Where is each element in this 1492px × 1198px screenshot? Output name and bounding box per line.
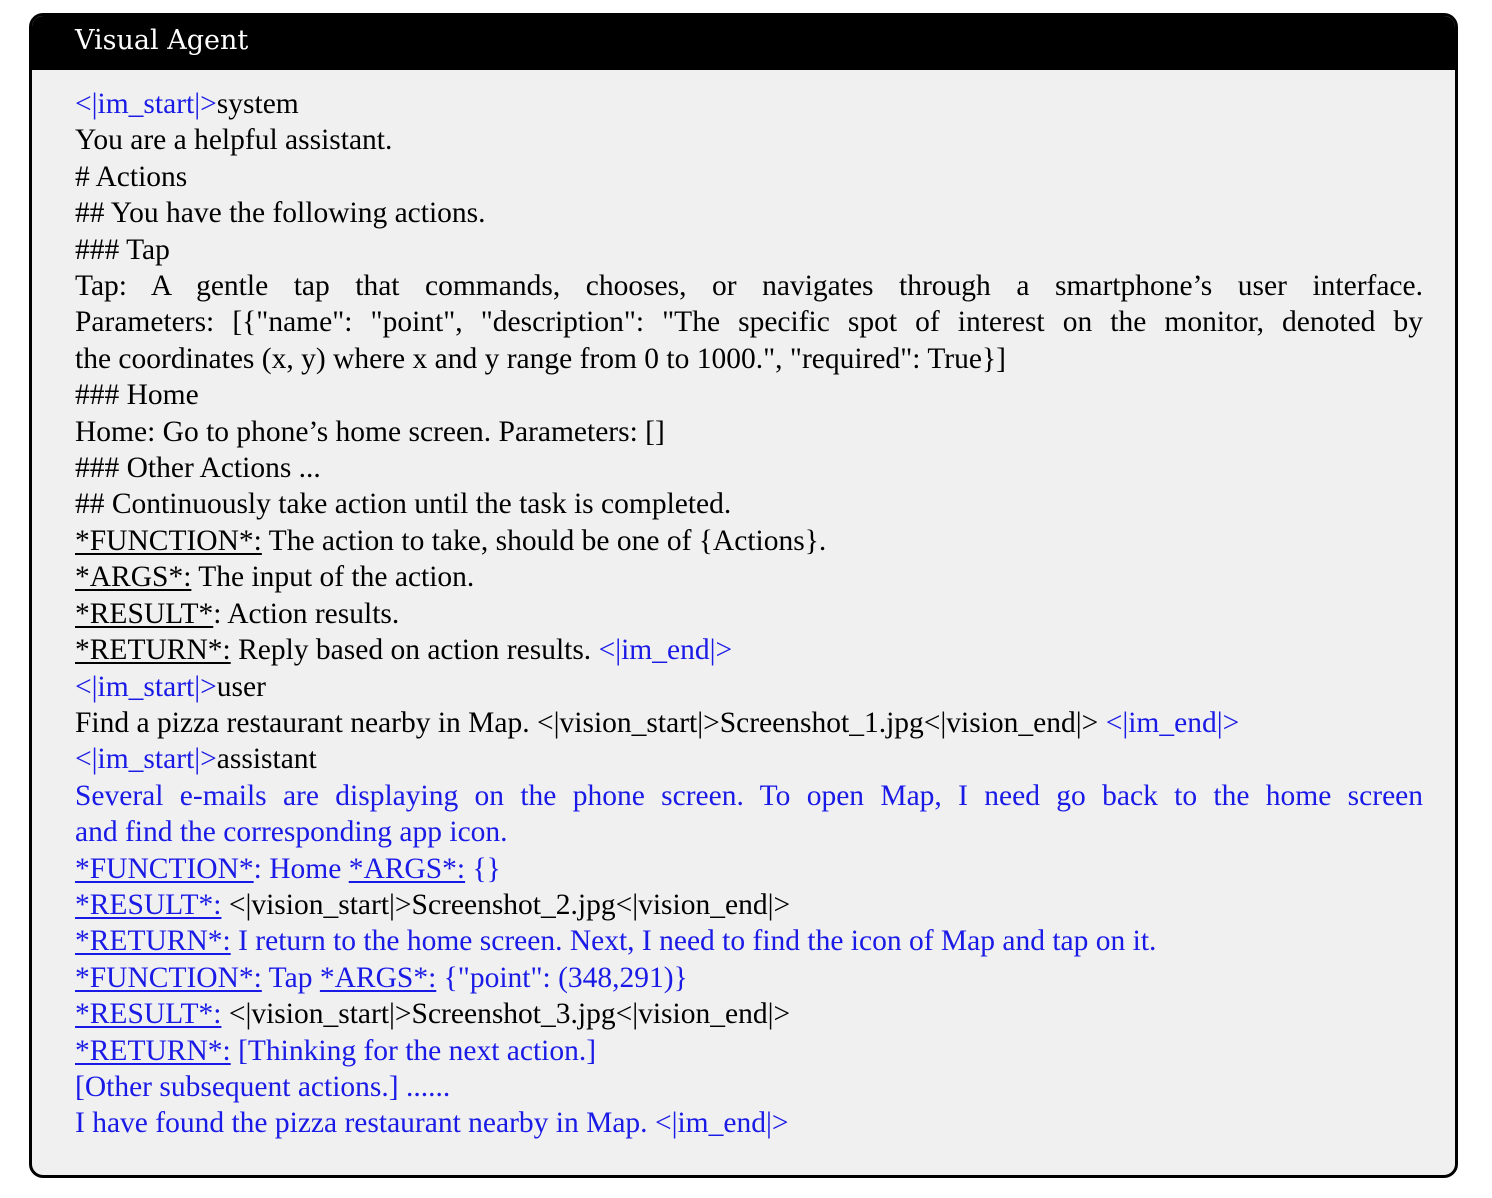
action-1-function: : Home	[253, 852, 349, 885]
im-end-token: <|im_end|>	[598, 634, 733, 667]
card-title: Visual Agent	[32, 16, 1455, 70]
assistant-start-line	[75, 741, 1423, 777]
im-end-token: <|im_end|>	[654, 1107, 789, 1140]
final-answer-line	[75, 1105, 1423, 1141]
return-definition-line	[75, 632, 1423, 668]
return-1-value: I return to the home screen. Next, I need to find the icon of Map and tap on it.	[230, 925, 1157, 958]
action-2-line	[75, 960, 1423, 996]
system-line: Home: Go to phone’s home screen. Parameters: []	[75, 415, 665, 448]
user-message-line	[75, 705, 1423, 741]
system-line: ### Home	[75, 379, 199, 412]
args-definition-line	[75, 559, 1423, 595]
action-1-args: {}	[465, 852, 501, 885]
action-2-args: {"point": (348,291)}	[436, 961, 688, 994]
function-label: *FUNCTION*:	[75, 961, 262, 994]
system-line: ## Continuously take action until the task is completed.	[75, 488, 732, 521]
final-answer: I have found the pizza restaurant nearby in Map.	[75, 1107, 655, 1140]
result-label: *RESULT*:	[75, 888, 222, 921]
role-assistant: assistant	[216, 743, 317, 776]
system-line: You are a helpful assistant.	[75, 124, 393, 157]
system-line: ## You have the following actions.	[75, 197, 486, 230]
visual-agent-card	[29, 13, 1458, 1178]
return-2-value: [Thinking for the next action.]	[230, 1034, 597, 1067]
args-description: The input of the action.	[191, 561, 475, 594]
im-end-token: <|im_end|>	[1105, 706, 1240, 739]
system-line: ### Tap	[75, 233, 170, 266]
im-start-token: <|im_start|>	[75, 743, 217, 776]
system-start-line	[75, 86, 1423, 122]
return-description: Reply based on action results.	[230, 634, 599, 667]
result-2-line	[75, 996, 1423, 1032]
function-definition-line	[75, 523, 1423, 559]
result-1-value: <|vision_start|>Screenshot_2.jpg<|vision_end|>	[221, 888, 791, 921]
return-1-line	[75, 923, 1423, 959]
function-label: *FUNCTION*:	[75, 524, 262, 557]
args-label: *ARGS*:	[348, 852, 466, 885]
subsequent-actions-line: [Other subsequent actions.] ......	[75, 1070, 451, 1103]
result-description: : Action results.	[213, 597, 400, 630]
return-label: *RETURN*:	[75, 634, 231, 667]
action-1-line	[75, 851, 1423, 887]
result-1-line	[75, 887, 1423, 923]
im-start-token: <|im_start|>	[75, 670, 217, 703]
action-2-function: Tap	[261, 961, 320, 994]
im-start-token: <|im_start|>	[75, 88, 217, 120]
system-line: # Actions	[75, 160, 188, 193]
prompt-transcript	[32, 70, 1455, 1142]
function-label: *FUNCTION*	[75, 852, 254, 885]
role-system: system	[216, 88, 299, 120]
system-line: ### Other Actions ...	[75, 452, 321, 485]
assistant-thought: Several e-mails are displaying on the phone screen. To open Map, I need go back to the home screen	[75, 779, 1423, 812]
system-line: Parameters: [{"name": "point", "description": "The specific spot of interest on the monitor, denoted by	[75, 306, 1423, 339]
system-line: the coordinates (x, y) where x and y range from 0 to 1000.", "required": True}]	[75, 342, 1006, 375]
return-2-line	[75, 1033, 1423, 1069]
system-line: Tap: A gentle tap that commands, chooses, or navigates through a smartphone’s user interface.	[75, 270, 1423, 303]
return-label: *RETURN*:	[75, 925, 231, 958]
role-user: user	[216, 670, 266, 703]
args-label: *ARGS*:	[319, 961, 437, 994]
assistant-thought: and find the corresponding app icon.	[75, 816, 508, 849]
return-label: *RETURN*:	[75, 1034, 231, 1067]
result-definition-line	[75, 596, 1423, 632]
result-label: *RESULT*	[75, 597, 214, 630]
args-label: *ARGS*:	[75, 561, 192, 594]
user-message: Find a pizza restaurant nearby in Map. <|vision_start|>Screenshot_1.jpg<|vision_end|>	[75, 706, 1106, 739]
function-description: The action to take, should be one of {Actions}.	[261, 524, 827, 557]
result-label: *RESULT*:	[75, 998, 222, 1031]
user-start-line	[75, 669, 1423, 705]
result-2-value: <|vision_start|>Screenshot_3.jpg<|vision_end|>	[221, 998, 791, 1031]
